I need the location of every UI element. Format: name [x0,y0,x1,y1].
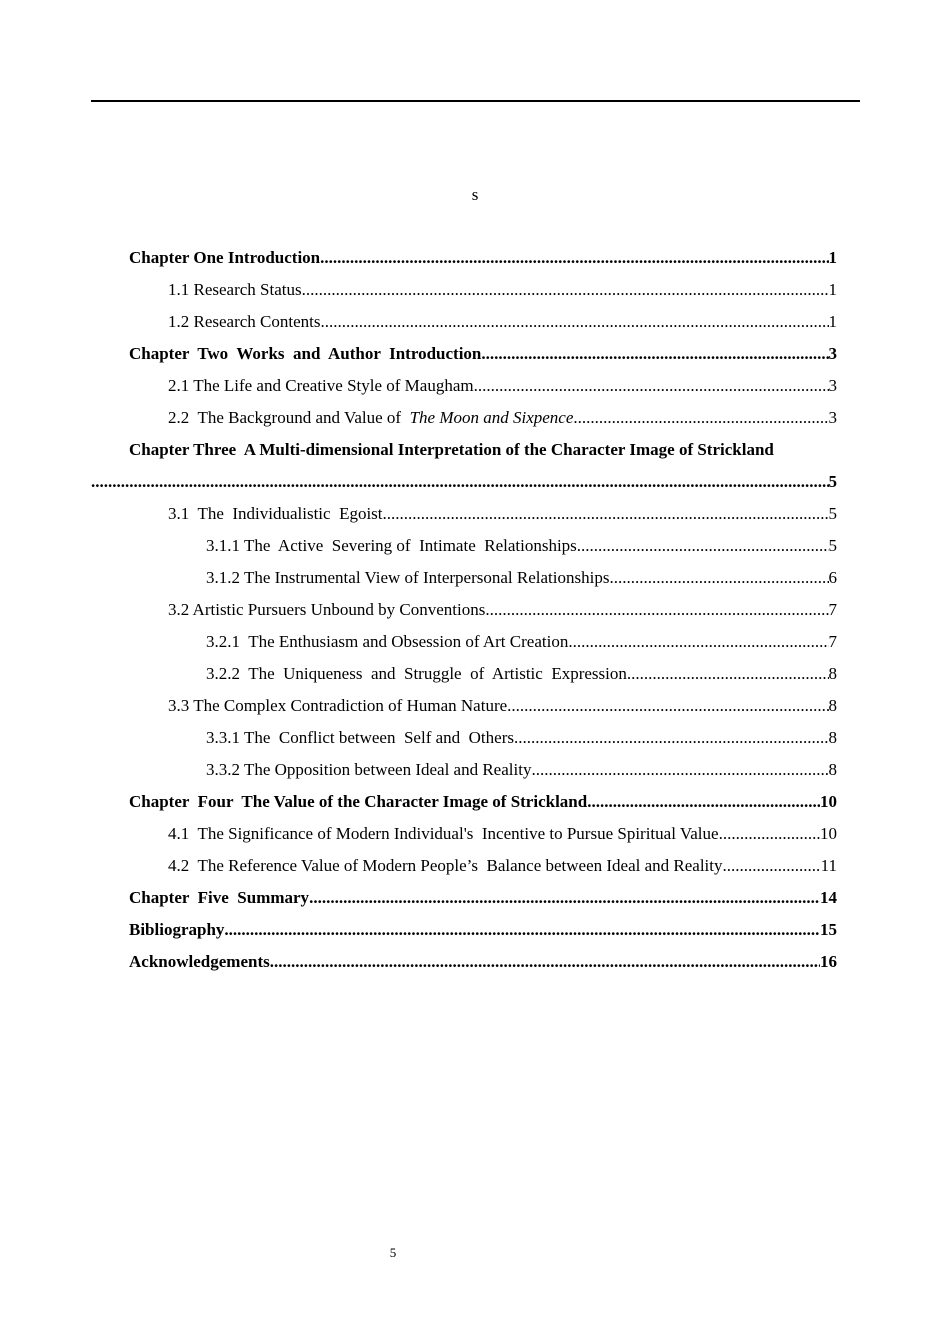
toc-entry-label: Bibliography [129,920,225,939]
toc-entry-label: 3.2.2 The Uniqueness and Struggle of Artistic Expression [206,664,627,683]
toc-heading: s [471,185,479,204]
toc-entry-page: 1 [828,248,837,267]
toc-entry-1-1[interactable] [0,278,950,310]
dot-leader [302,278,829,302]
toc-entry-label: 2.1 The Life and Creative Style of Maugham [168,376,474,395]
toc-entry-page: 1 [828,280,837,299]
dot-leader [609,566,828,590]
toc-entry-4-1[interactable] [0,822,950,854]
toc-entry-page: 8 [828,664,837,683]
dot-leader [270,950,820,974]
book-title: The Moon and Sixpence [409,408,574,427]
toc-entry-page: 10 [820,824,837,843]
toc-entry-3-2-1[interactable] [0,630,950,662]
dot-leader [573,406,828,430]
toc-entry-page: 5 [828,504,837,523]
dot-leader [514,726,829,750]
toc-entry-label: 3.2.1 The Enthusiasm and Obsession of Art Creation [206,632,569,651]
toc-entry-3-1[interactable] [0,502,950,534]
dot-leader [577,534,829,558]
toc-entry-label: 1.1 Research Status [168,280,302,299]
dot-leader [531,758,828,782]
page-number: 5 [389,1245,397,1260]
toc-entry-acknowledgements[interactable] [0,950,950,982]
toc-entry-chapter-one[interactable] [0,246,950,278]
toc-entry-label: Chapter Five Summary [129,888,310,907]
toc-entry-3-2-2[interactable] [0,662,950,694]
toc-entry-4-2[interactable] [0,854,950,886]
toc-entry-3-3-1[interactable] [0,726,950,758]
toc-entry-label: Chapter Four The Value of the Character Image of Strickland [129,792,588,811]
table-of-contents [0,246,950,982]
toc-entry-label: Acknowledgements [129,952,270,971]
toc-entry-3-2[interactable] [0,598,950,630]
toc-entry-page: 11 [820,856,837,875]
toc-entry-page: 3 [828,376,837,395]
dot-leader [91,470,829,494]
toc-entry-label: Chapter Two Works and Author Introduction [129,344,482,363]
toc-entry-label: 3.1 The Individualistic Egoist [168,504,383,523]
toc-entry-page: 8 [828,696,837,715]
toc-entry-chapter-three[interactable] [0,438,950,502]
dot-leader [383,502,829,526]
toc-entry-label: 3.1.1 The Active Severing of Intimate Relationships [206,536,577,555]
toc-entry-label: 1.2 Research Contents [168,312,321,331]
header-rule [91,100,860,102]
toc-entry-page: 7 [828,632,837,651]
toc-entry-label: 3.3.2 The Opposition between Ideal and Reality [206,760,532,779]
toc-entry-label: 3.3.1 The Conflict between Self and Others [206,728,514,747]
toc-entry-2-2[interactable] [0,406,950,438]
dot-leader [627,662,829,686]
toc-entry-3-1-2[interactable] [0,566,950,598]
toc-entry-page-number: 5 [828,472,837,491]
dot-leader [321,310,829,334]
toc-entry-bibliography[interactable] [0,918,950,950]
toc-entry-page: 5 [828,536,837,555]
toc-entry-page: 1 [828,312,837,331]
toc-entry-chapter-four[interactable] [0,790,950,822]
toc-entry-label-text: 2.2 The Background and Value of [168,408,410,427]
toc-entry-3-3[interactable] [0,694,950,726]
dot-leader [474,374,829,398]
dot-leader [568,630,828,654]
dot-leader [224,918,820,942]
toc-entry-page: 7 [828,600,837,619]
toc-entry-page: 8 [828,760,837,779]
dot-leader [481,342,828,366]
toc-entry-3-3-2[interactable] [0,758,950,790]
dot-leader [723,854,821,878]
dot-leader [719,822,820,846]
dot-leader [320,246,828,270]
toc-entry-page: 14 [820,888,837,907]
toc-entry-label: 3.3 The Complex Contradiction of Human Nature [168,696,508,715]
toc-entry-label: 4.1 The Significance of Modern Individual's Incentive to Pursue Spiritual Value [168,824,719,843]
toc-entry-page: 10 [820,792,837,811]
toc-entry-page [829,470,838,494]
toc-entry-page: 3 [828,408,837,427]
toc-entry-label [168,406,573,430]
dot-leader [309,886,820,910]
toc-entry-page: 6 [828,568,837,587]
toc-entry-label: Chapter Three A Multi-dimensional Interpretation of the Character Image of Strickland [129,440,774,459]
toc-entry-1-2[interactable] [0,310,950,342]
dot-leader [507,694,828,718]
dot-leader [485,598,828,622]
toc-entry-label: 3.2 Artistic Pursuers Unbound by Conventions [168,600,486,619]
toc-entry-page: 16 [820,952,837,971]
toc-entry-page: 15 [820,920,837,939]
toc-entry-label: 4.2 The Reference Value of Modern People’s Balance between Ideal and Reality [168,856,723,875]
toc-entry-label: Chapter One Introduction [129,248,321,267]
toc-entry-chapter-two[interactable] [0,342,950,374]
toc-entry-3-1-1[interactable] [0,534,950,566]
toc-entry-chapter-five[interactable] [0,886,950,918]
toc-entry-page: 3 [828,344,837,363]
toc-entry-label: 3.1.2 The Instrumental View of Interpersonal Relationships [206,568,610,587]
toc-entry-page: 8 [828,728,837,747]
dot-leader [587,790,820,814]
toc-entry-2-1[interactable] [0,374,950,406]
